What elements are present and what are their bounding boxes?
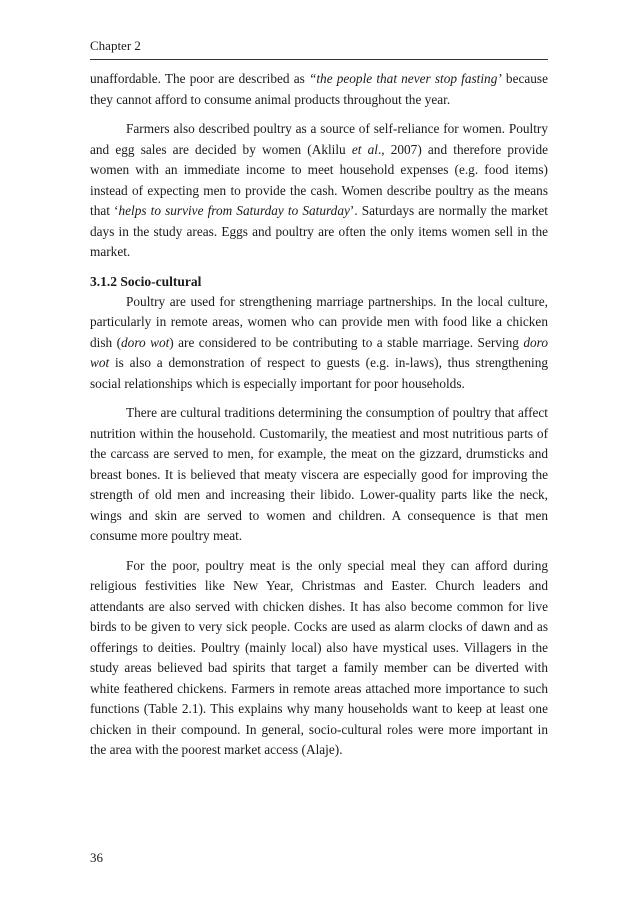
paragraph-3 — [90, 292, 548, 395]
page-number: 36 — [90, 850, 103, 865]
paragraph-1-text-a: unaffordable. The poor are described as — [90, 71, 309, 86]
paragraph-1-text-b: because they cannot afford to consume animal products throughout the year. — [90, 71, 549, 107]
paragraph-1 — [90, 69, 548, 110]
paragraph-2-text-c: ’. Saturdays are normally the market days in the study areas. Eggs and poultry are often the only items women sell in the market. — [90, 203, 548, 259]
paragraph-3-text-b: ) are considered to be contributing to a stable marriage. Serving — [169, 334, 524, 350]
paragraph-3-term-2: doro wot — [90, 334, 548, 370]
paragraph-2-text-b: ., 2007) and therefore provide women with an immediate income to meet household expenses (e.g. food items) instead of expecting men to provide the cash. Women describe poultry as the means that ‘ — [90, 141, 548, 218]
paragraph-5: For the poor, poultry meat is the only special meal they can afford during religious festivities like New Year, Christmas and Easter. Church leaders and attendants are also served with chicken dishes. It has also become common for live birds to be given to very sick people. Cocks are used as alarm clocks of dawn and as offerings to deities. Poultry (mainly local) also have mystical uses. Villagers in the study areas believed bad spirits that target a family member can be diverted with white feathered chickens. Farmers in remote areas attached more importance to such functions (Table 2.1). This explains why many households want to keep at least one chicken in their compound. In general, socio-cultural roles were more important in the area with the poorest market access (Alaje). — [90, 557, 548, 757]
paragraph-3-text-c: is also a demonstration of respect to guests (e.g. in-laws), thus strengthening social relationships which is especially important for poor households. — [90, 355, 548, 391]
page-body — [90, 69, 548, 761]
paragraph-2-et-al: et al — [351, 141, 378, 157]
paragraph-2-quote: helps to survive from Saturday to Saturday — [118, 203, 350, 218]
paragraph-2 — [90, 119, 548, 263]
paragraph-3-text-a: Poultry are used for strengthening marriage partnerships. In the local culture, particularly in remote areas, women who can provide men with food like a chicken dish ( — [90, 293, 548, 350]
paragraph-4: There are cultural traditions determining the consumption of poultry that affect nutrition within the household. Customarily, the meatiest and most nutritious parts of the carcass are served to men, for example, the meat on the gizzard, drumsticks and breast bones. It is believed that meaty viscera are especially good for improving the strength of old men and increasing their libido. Lower-quality parts like the neck, wings and skin are served to women and children. A consequence is that men consume more poultry meat. — [90, 405, 548, 543]
header-divider — [90, 59, 548, 60]
section-heading: 3.1.2 Socio-cultural — [90, 273, 202, 289]
chapter-header: Chapter 2 — [90, 38, 141, 53]
paragraph-2-text-a: Farmers also described poultry as a source of self-reliance for women. Poultry and egg sales are decided by women (Aklilu — [90, 121, 548, 157]
paragraph-3-term-1: doro wot — [121, 334, 170, 350]
paragraph-1-quote: “the people that never stop fasting’ — [308, 71, 502, 86]
